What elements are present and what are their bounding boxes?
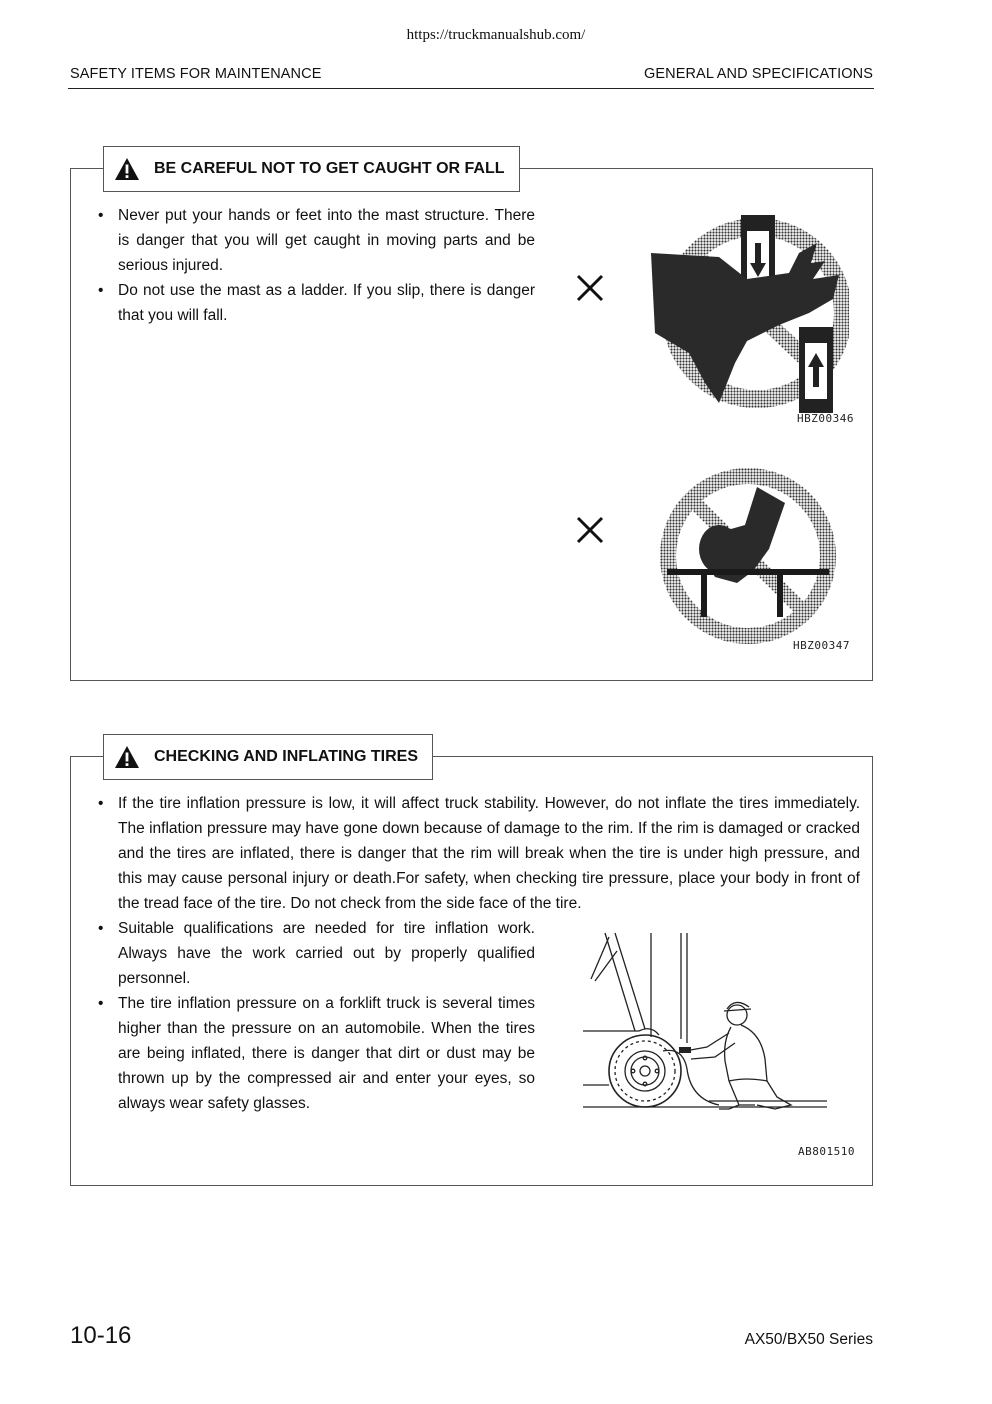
page-number: 10-16 xyxy=(70,1322,132,1349)
caught-or-fall-warning-box xyxy=(70,160,873,681)
warning-triangle-icon xyxy=(114,157,140,181)
warning-title: CHECKING AND INFLATING TIRES xyxy=(154,748,418,765)
bullet-item: • Never put your hands or feet into the mast structure. There is danger that you will get caught in moving parts and be serious injured. xyxy=(98,203,535,278)
header-chapter-title: GENERAL AND SPECIFICATIONS xyxy=(643,66,873,82)
foot-on-mast-prohibited-illustration xyxy=(657,465,839,647)
figure-id-hbz00347: HBZ00347 xyxy=(793,639,850,652)
header-divider xyxy=(68,88,874,89)
tire-inflation-illustration xyxy=(579,929,831,1129)
warning-bullet-list xyxy=(98,916,535,1116)
warning-bullet-list xyxy=(98,791,860,916)
warning-title-tab xyxy=(103,734,433,780)
warning-title-tab xyxy=(103,146,520,192)
header-section-title: SAFETY ITEMS FOR MAINTENANCE xyxy=(70,66,322,82)
warning-title: BE CAREFUL NOT TO GET CAUGHT OR FALL xyxy=(154,160,505,177)
hand-in-mast-prohibited-illustration xyxy=(649,213,849,413)
figure-id-ab801510: AB801510 xyxy=(798,1145,855,1158)
prohibited-x-icon xyxy=(575,273,605,303)
warning-bullet-list xyxy=(98,203,535,328)
bullet-item: • Suitable qualifications are needed for tire inflation work. Always have the work carried out by properly qualified personnel. xyxy=(98,916,535,991)
source-url[interactable]: https://truckmanualshub.com/ xyxy=(406,27,586,43)
bullet-item: • Do not use the mast as a ladder. If you slip, there is danger that you will fall. xyxy=(98,278,535,328)
tire-inflation-warning-box xyxy=(70,748,873,1186)
bullet-item: • The tire inflation pressure on a forklift truck is several times higher than the pressure on an automobile. When the tires are being inflated, there is danger that dirt or dust may be thrown up by the compressed air and enter your eyes, so always wear safety glasses. xyxy=(98,991,535,1116)
figure-id-hbz00346: HBZ00346 xyxy=(797,412,854,425)
prohibited-x-icon xyxy=(575,515,605,545)
warning-triangle-icon xyxy=(114,745,140,769)
bullet-item: • If the tire inflation pressure is low, it will affect truck stability. However, do not inflate the tires immediately. The inflation pressure may have gone down because of damage to the rim. If the rim is damaged or cracked and the tires are inflated, there is danger that the rim will break when the tire is under high pressure, and this may cause personal injury or death.For safety, when checking tire pressure, place your body in front of the tread face of the tire. Do not check from the side face of the tire. xyxy=(98,791,860,916)
model-series: AX50/BX50 Series xyxy=(744,1331,873,1348)
